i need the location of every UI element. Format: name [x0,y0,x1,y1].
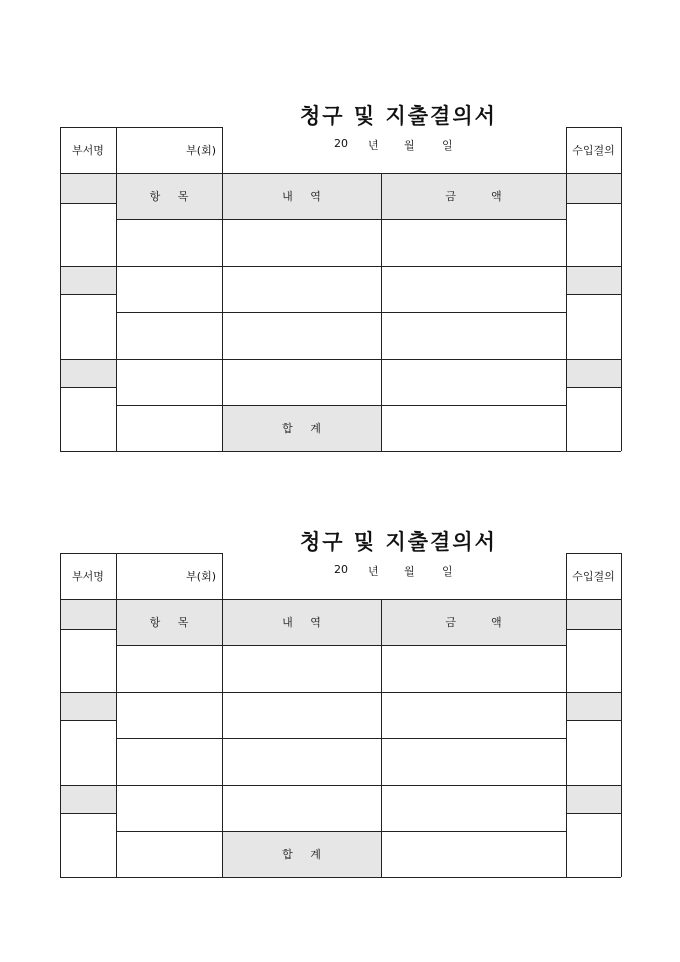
grid-line [60,813,116,814]
department-field[interactable]: 부(회) [186,570,216,583]
left-shade-2 [60,266,116,294]
date-day-unit: 일 [442,139,453,152]
left-shade-1 [60,173,116,203]
grid-line [566,127,621,128]
column-header-detail: 내 역 [282,616,321,629]
amount-cell[interactable] [381,312,566,358]
amount-cell[interactable] [381,784,566,831]
grid-line [60,127,61,451]
date-year: 20 [334,137,348,150]
grid-line [116,831,566,832]
form-title: 청구 및 지출결의서 [300,529,497,554]
item-cell[interactable] [116,831,222,877]
grid-line [222,553,223,877]
right-shade-1 [566,173,621,203]
date-month-unit: 월 [404,565,415,578]
grid-line [60,451,621,452]
amount-cell[interactable] [381,738,566,784]
grid-line [116,312,566,313]
item-cell[interactable] [116,784,222,831]
grid-line [116,405,566,406]
detail-cell[interactable] [222,265,381,312]
detail-cell[interactable] [222,784,381,831]
grid-line [60,877,621,878]
form-title: 청구 및 지출결의서 [300,103,497,128]
grid-line [60,599,621,600]
grid-line [60,266,621,267]
grid-line [566,553,621,554]
department-label: 부서명 [72,144,104,157]
grid-line [60,127,222,128]
date-month-unit: 월 [404,139,415,152]
date-year-unit: 년 [368,139,379,152]
column-header-item: 항 목 [149,190,189,203]
amount-cell[interactable] [381,358,566,405]
item-cell[interactable] [116,312,222,358]
grid-line [60,294,116,295]
total-label: 합 계 [282,848,321,861]
item-cell[interactable] [116,645,222,691]
grid-line [566,127,567,451]
grid-line [116,219,566,220]
item-cell[interactable] [116,219,222,265]
expense-form-2 [0,526,680,886]
date-day-unit: 일 [442,565,453,578]
grid-line [60,359,621,360]
grid-line [60,629,116,630]
total-amount-cell[interactable] [381,405,566,451]
grid-line [60,553,222,554]
grid-line [566,294,621,295]
detail-cell[interactable] [222,312,381,358]
detail-cell[interactable] [222,219,381,265]
detail-cell[interactable] [222,738,381,784]
column-header-detail: 내 역 [282,190,321,203]
grid-line [60,203,116,204]
grid-line [60,720,116,721]
left-shade-3 [60,785,116,813]
grid-line [566,813,621,814]
grid-line [60,173,621,174]
grid-line [60,553,61,877]
grid-line [621,127,622,451]
grid-line [381,599,382,877]
amount-cell[interactable] [381,219,566,265]
amount-cell[interactable] [381,265,566,312]
item-cell[interactable] [116,358,222,405]
department-label: 부서명 [72,570,104,583]
grid-line [60,387,116,388]
right-shade-3 [566,785,621,813]
right-shade-2 [566,692,621,720]
grid-line [222,127,223,451]
grid-line [116,645,566,646]
grid-line [566,553,567,877]
receipt-label: 수입결의 [572,570,615,583]
right-shade-3 [566,359,621,387]
column-header-amount: 금 액 [445,616,502,629]
grid-line [116,127,117,451]
grid-line [566,629,621,630]
detail-cell[interactable] [222,645,381,691]
grid-line [621,553,622,877]
date-year: 20 [334,563,348,576]
left-shade-2 [60,692,116,720]
expense-form-1 [0,100,680,460]
grid-line [116,553,117,877]
detail-cell[interactable] [222,358,381,405]
receipt-label: 수입결의 [572,144,615,157]
item-cell[interactable] [116,738,222,784]
right-shade-2 [566,266,621,294]
grid-line [60,785,621,786]
item-cell[interactable] [116,405,222,451]
amount-cell[interactable] [381,645,566,691]
detail-cell[interactable] [222,691,381,738]
grid-line [566,720,621,721]
left-shade-3 [60,359,116,387]
right-shade-1 [566,599,621,629]
amount-cell[interactable] [381,691,566,738]
department-field[interactable]: 부(회) [186,144,216,157]
grid-line [60,692,621,693]
grid-line [381,173,382,451]
total-label: 합 계 [282,422,321,435]
grid-line [116,738,566,739]
column-header-item: 항 목 [149,616,189,629]
total-amount-cell[interactable] [381,831,566,877]
item-cell[interactable] [116,691,222,738]
item-cell[interactable] [116,265,222,312]
date-year-unit: 년 [368,565,379,578]
grid-line [566,203,621,204]
column-header-amount: 금 액 [445,190,502,203]
left-shade-1 [60,599,116,629]
grid-line [566,387,621,388]
